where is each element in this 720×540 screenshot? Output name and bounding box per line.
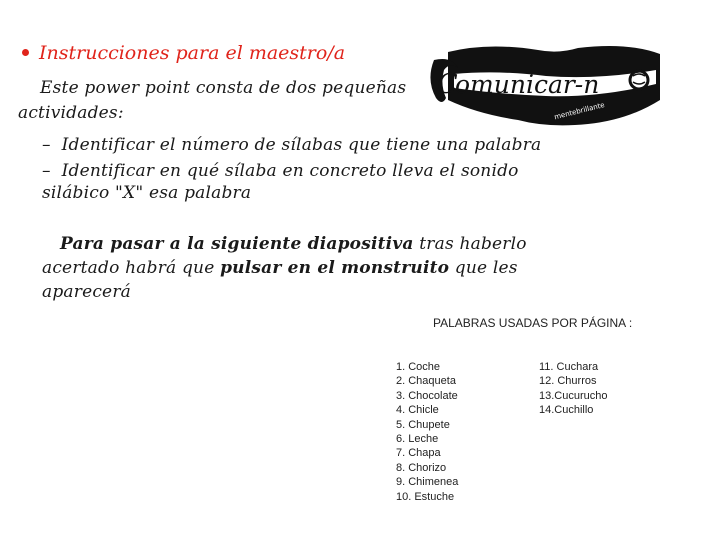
logo-tagline: mentebrillante [553, 101, 606, 122]
word-list-item: 11. Cuchara [539, 361, 599, 373]
navigation-note-line-2: acertado habrá que pulsar en el monstruito que les [42, 258, 518, 278]
word-list-column-1 [396, 360, 458, 504]
word-list-item: 2. Chaqueta [396, 375, 456, 388]
word-list-item: 6. Leche [396, 433, 439, 446]
word-list-item: 9. Chimenea [396, 476, 459, 489]
word-list-item: 1. Coche [396, 361, 441, 373]
activity-item-1: – Identificar el número de sílabas que tiene una palabra [42, 135, 542, 155]
activity-item-2-cont: silábico "X" esa palabra [42, 183, 252, 203]
activity-item-2: – Identificar en qué sílaba en concreto lleva el sonido [42, 161, 519, 181]
intro-line-2: actividades: [18, 103, 124, 123]
word-list-item: 5. Chupete [396, 418, 450, 431]
word-list-item: 13.Cucurucho [539, 389, 608, 402]
instructions-title: Instrucciones para el maestro/a [22, 42, 345, 64]
navigation-note-line-1: Para pasar a la siguiente diapositiva tras haberlo [60, 234, 527, 254]
word-list-item: 8. Chorizo [396, 461, 447, 474]
intro-line-1: Este power point consta de dos pequeñas [40, 78, 407, 98]
comunicar-nos-logo [428, 40, 666, 132]
word-list-column-2 [539, 360, 608, 418]
dash-icon: – [42, 161, 51, 181]
word-list-item: 3. Chocolate [396, 389, 458, 402]
word-list-item: 7. Chapa [396, 447, 441, 460]
logo-initial: C [437, 69, 458, 100]
word-list-title: PALABRAS USADAS POR PÁGINA : [433, 316, 633, 330]
word-list-item: 14.Cuchillo [539, 404, 594, 417]
logo-text: omunicar-n [455, 70, 600, 99]
word-list-item: 12. Churros [539, 375, 597, 388]
dash-icon: – [42, 135, 51, 155]
word-list-item: 10. Estuche [396, 490, 455, 503]
word-list-item: 4. Chicle [396, 404, 439, 417]
bullet-icon [22, 49, 29, 56]
navigation-note-line-3: aparecerá [42, 282, 131, 302]
